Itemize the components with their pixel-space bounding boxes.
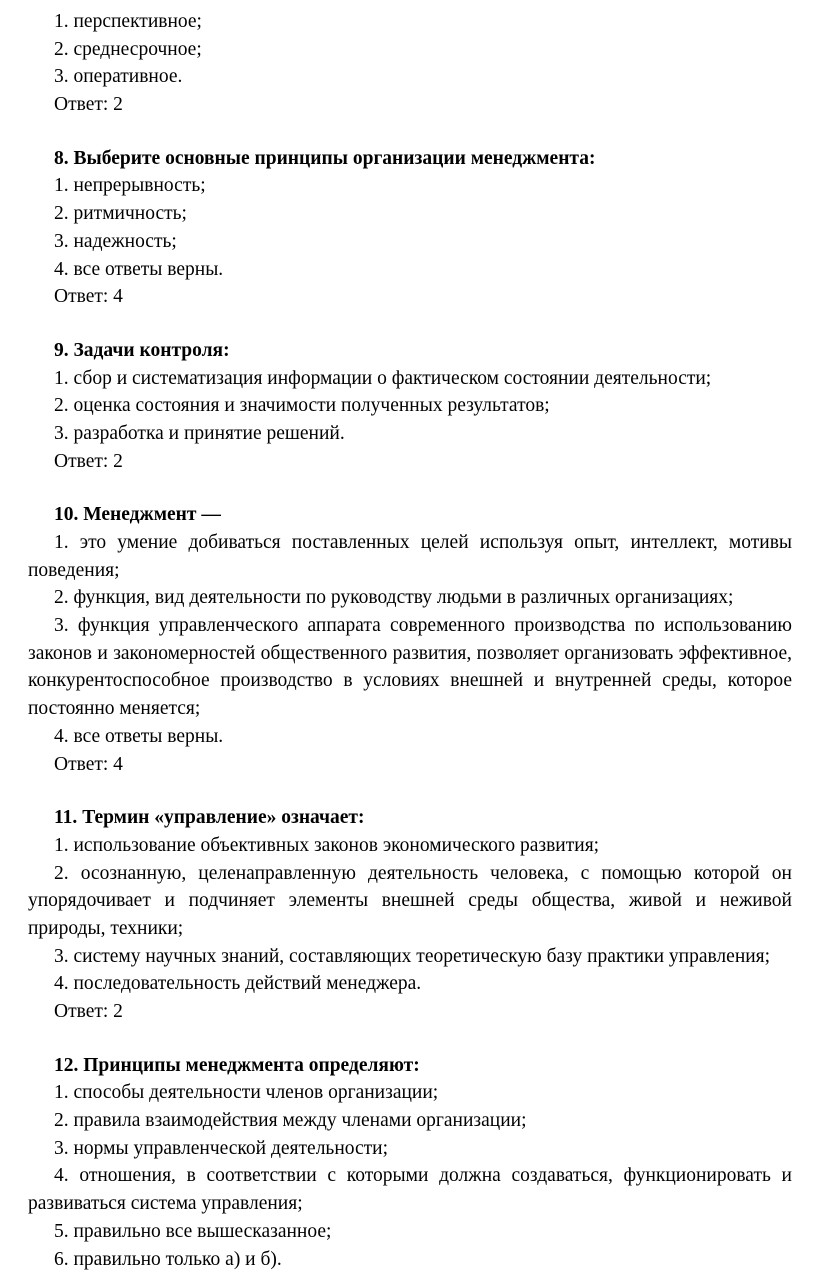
answer-option: 4. последовательность действий менеджера.	[28, 970, 792, 998]
answer-option: 6. правильно только а) и б).	[28, 1246, 792, 1273]
question-title: Принципы менеджмента определяют:	[83, 1055, 419, 1076]
answer-option: 1. способы деятельности членов организации;	[28, 1079, 792, 1107]
question-block	[28, 337, 792, 475]
question-heading	[28, 501, 792, 529]
document-body	[28, 8, 792, 1273]
answer-option: 2. ритмичность;	[28, 200, 792, 228]
question-block	[28, 8, 792, 119]
question-title: Менеджмент —	[83, 504, 221, 525]
answer-option: 4. все ответы верны.	[28, 723, 792, 751]
spacer	[28, 119, 792, 145]
question-number: 10.	[54, 504, 78, 525]
question-heading	[28, 337, 792, 365]
spacer	[28, 778, 792, 804]
spacer	[28, 475, 792, 501]
question-block	[28, 501, 792, 778]
question-block	[28, 145, 792, 311]
answer-option: 3. оперативное.	[28, 63, 792, 91]
question-heading	[28, 804, 792, 832]
answer-line: Ответ: 2	[28, 998, 792, 1026]
question-block	[28, 804, 792, 1026]
answer-option: 3. разработка и принятие решений.	[28, 420, 792, 448]
answer-option: 1. это умение добиваться поставленных целей используя опыт, интеллект, мотивы поведения;	[28, 529, 792, 584]
question-title: Термин «управление» означает:	[82, 807, 364, 828]
answer-line: Ответ: 4	[28, 751, 792, 779]
question-heading	[28, 1052, 792, 1080]
answer-line: Ответ: 4	[28, 283, 792, 311]
answer-option: 2. осознанную, целенаправленную деятельность человека, с помощью которой он упорядочивает и подчиняет элементы внешней среды общества, живой и неживой природы, техники;	[28, 860, 792, 943]
answer-option: 3. функция управленческого аппарата современного производства по использованию законов и закономерностей общественного развития, позволяет организовать эффективное, конкурентоспособное производство в условиях внешней и внутренней среды, которое постоянно меняется;	[28, 612, 792, 723]
question-number: 12.	[54, 1055, 78, 1076]
answer-option: 4. все ответы верны.	[28, 256, 792, 284]
answer-option: 2. оценка состояния и значимости полученных результатов;	[28, 392, 792, 420]
answer-option: 1. сбор и систематизация информации о фактическом состоянии деятельности;	[28, 365, 792, 393]
answer-option: 4. отношения, в соответствии с которыми должна создаваться, функционировать и развиваться система управления;	[28, 1162, 792, 1217]
spacer	[28, 1026, 792, 1052]
question-title: Выберите основные принципы организации менеджмента:	[74, 148, 596, 169]
answer-option: 2. функция, вид деятельности по руководству людьми в различных организациях;	[28, 584, 792, 612]
answer-option: 1. использование объективных законов экономического развития;	[28, 832, 792, 860]
answer-option: 3. систему научных знаний, составляющих теоретическую базу практики управления;	[28, 943, 792, 971]
answer-line: Ответ: 2	[28, 91, 792, 119]
answer-line: Ответ: 2	[28, 448, 792, 476]
question-heading	[28, 145, 792, 173]
answer-option: 1. перспективное;	[28, 8, 792, 36]
question-title: Задачи контроля:	[74, 340, 230, 361]
question-number: 9.	[54, 340, 69, 361]
answer-option: 2. правила взаимодействия между членами организации;	[28, 1107, 792, 1135]
spacer	[28, 311, 792, 337]
answer-option: 3. надежность;	[28, 228, 792, 256]
answer-option: 1. непрерывность;	[28, 172, 792, 200]
answer-option: 2. среднесрочное;	[28, 36, 792, 64]
question-block	[28, 1052, 792, 1273]
question-number: 8.	[54, 148, 69, 169]
answer-option: 3. нормы управленческой деятельности;	[28, 1135, 792, 1163]
answer-option: 5. правильно все вышесказанное;	[28, 1218, 792, 1246]
question-number: 11.	[54, 807, 77, 828]
